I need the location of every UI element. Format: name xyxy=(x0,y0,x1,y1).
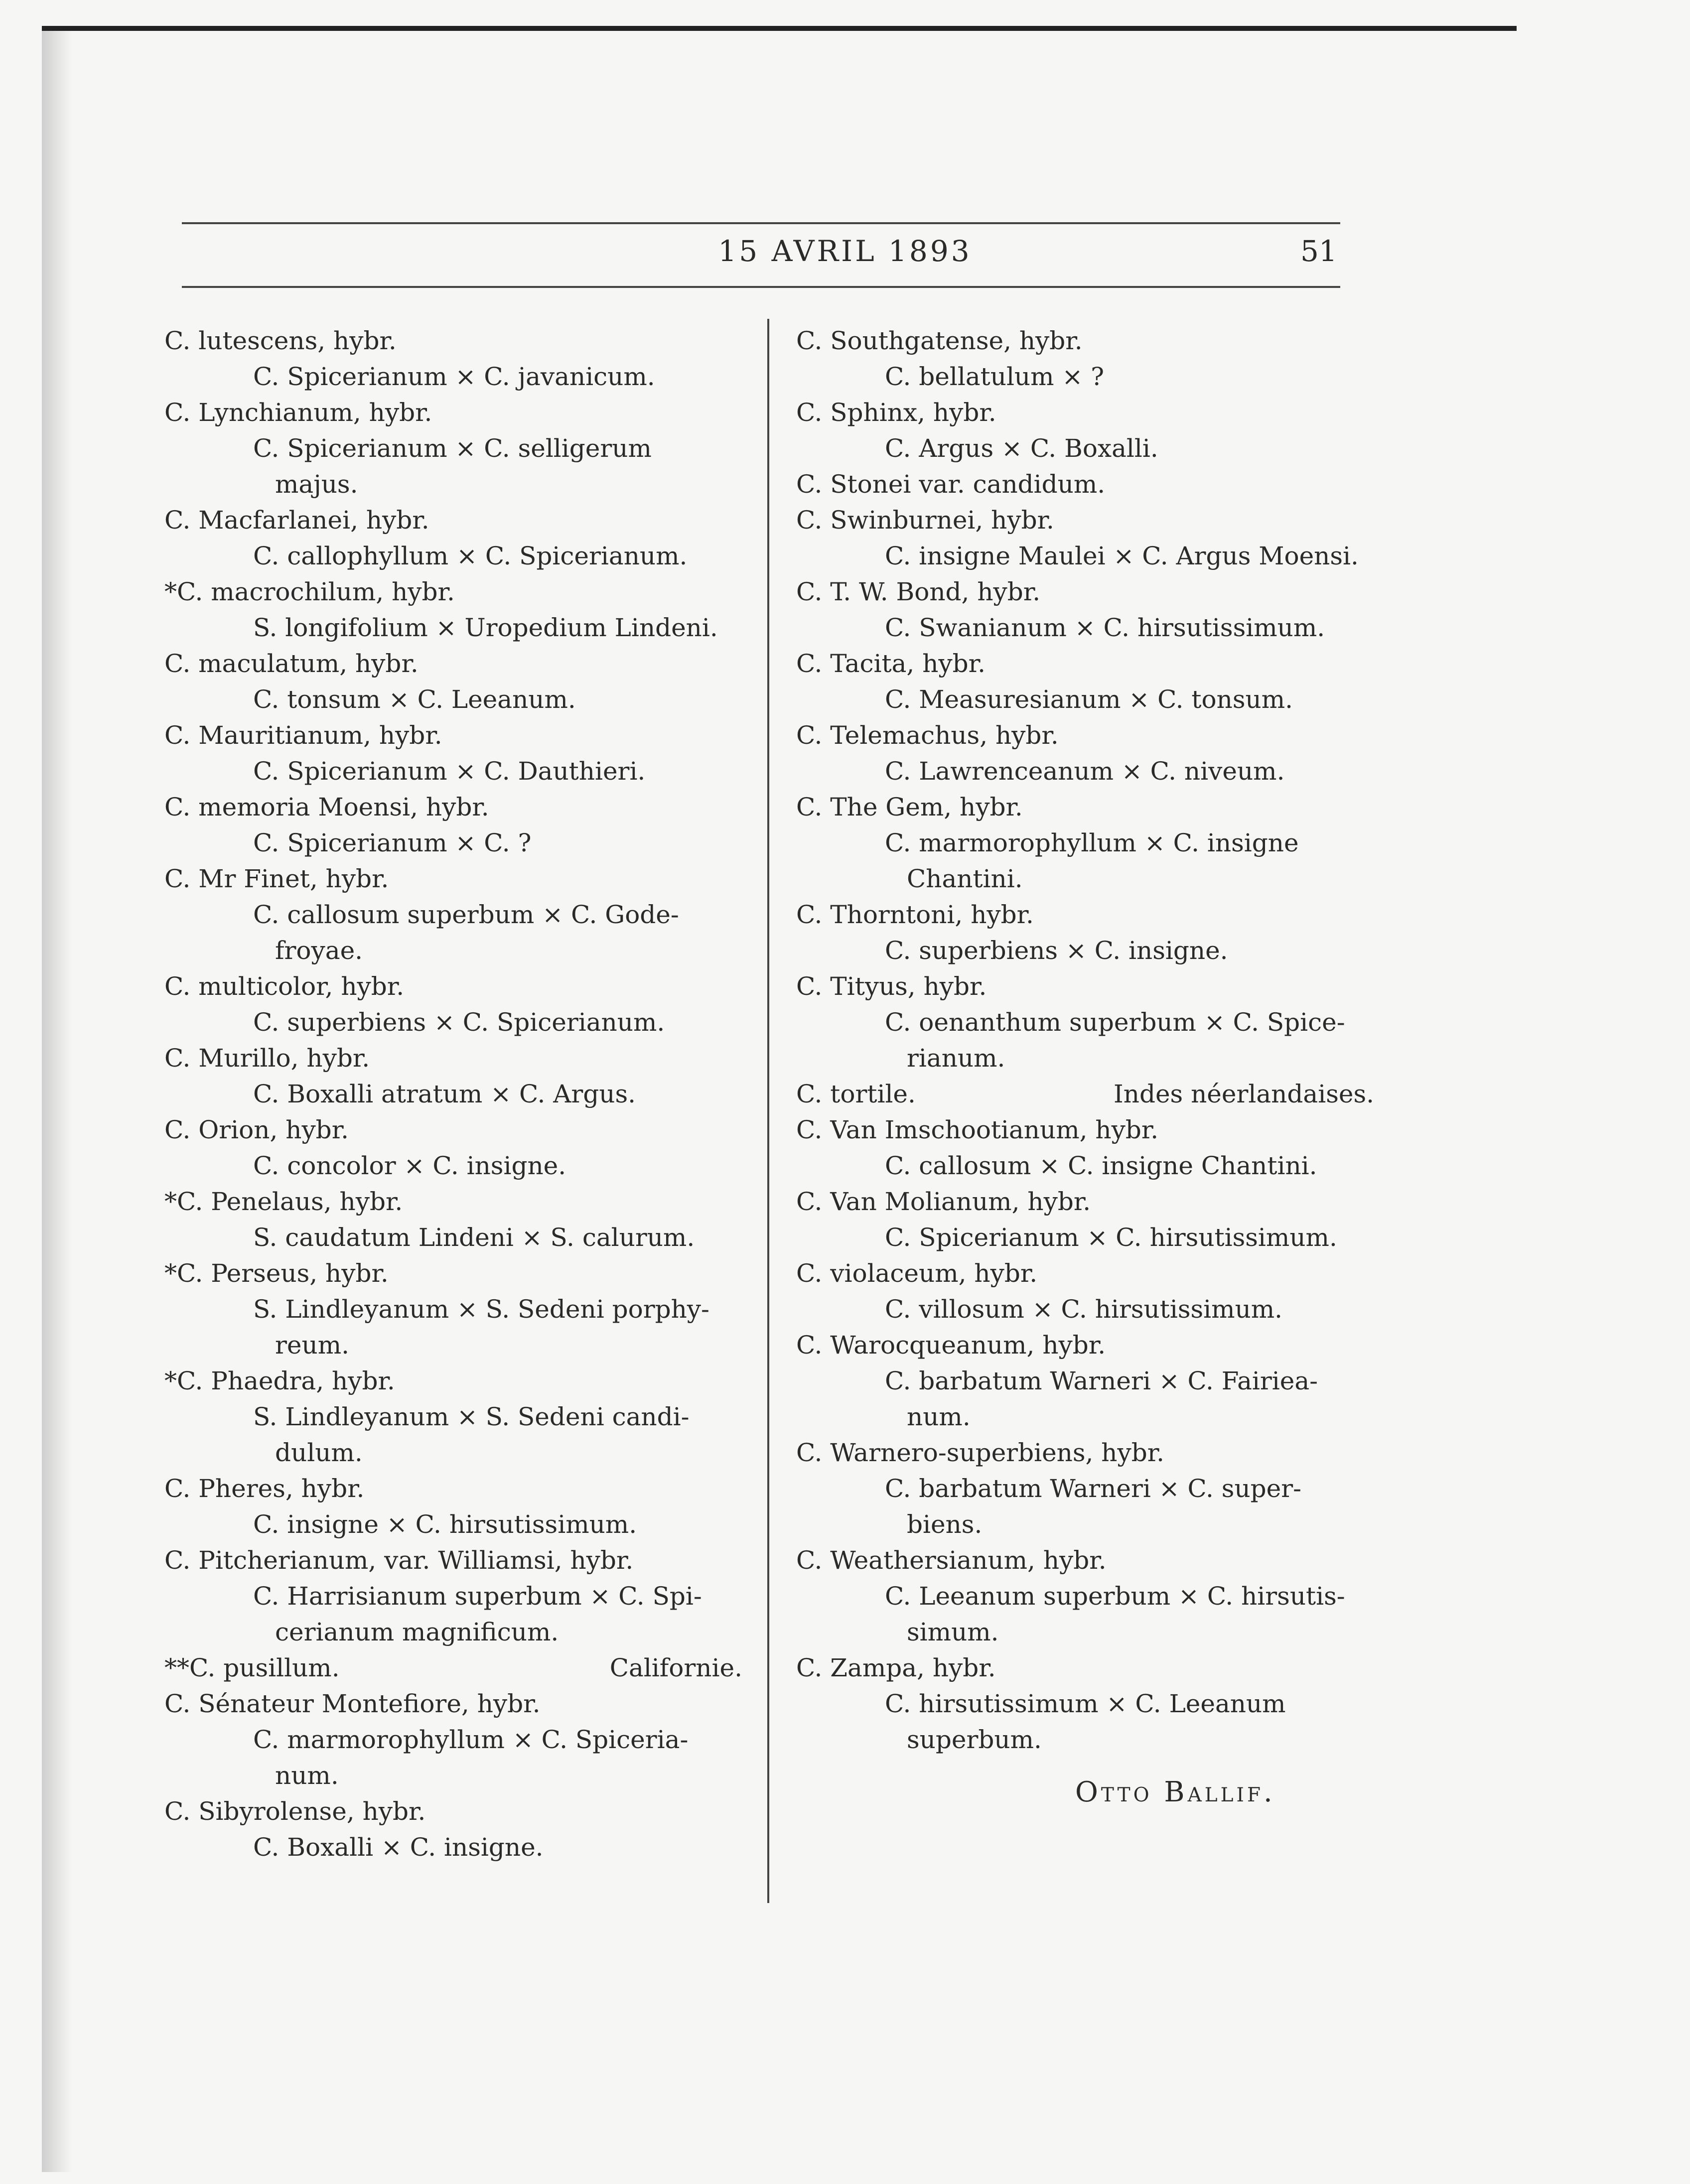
species-origin: Californie. xyxy=(609,1653,742,1682)
hybrid-entry: C. Lynchianum, hybr. xyxy=(164,398,432,427)
author-signature: Otto Ballif. xyxy=(1075,1776,1275,1808)
hybrid-parentage: C. oenanthum superbum × C. Spice- xyxy=(885,1008,1345,1037)
hybrid-parentage: C. Measuresianum × C. tonsum. xyxy=(885,685,1293,714)
hybrid-entry: C. maculatum, hybr. xyxy=(164,649,419,678)
hybrid-entry: C. Telemachus, hybr. xyxy=(796,721,1059,750)
hybrid-entry: C. Southgatense, hybr. xyxy=(796,326,1083,355)
hybrid-entry: C. Sphinx, hybr. xyxy=(796,398,996,427)
hybrid-entry: C. violaceum, hybr. xyxy=(796,1259,1038,1288)
hybrid-parentage: S. Lindleyanum × S. Sedeni porphy- xyxy=(253,1295,709,1324)
hybrid-parentage: C. superbiens × C. Spicerianum. xyxy=(253,1008,665,1037)
hybrid-parentage: C. Boxalli atratum × C. Argus. xyxy=(253,1080,636,1108)
hybrid-parentage: C. callophyllum × C. Spicerianum. xyxy=(253,542,688,570)
hybrid-parentage: C. marmorophyllum × C. insigne xyxy=(885,828,1299,857)
right-column xyxy=(796,323,1374,1758)
hybrid-parentage: S. longifolium × Uropedium Lindeni. xyxy=(253,613,718,642)
hybrid-parentage: C. callosum superbum × C. Gode- xyxy=(253,900,679,929)
hybrid-entry: C. Warnero-superbiens, hybr. xyxy=(796,1438,1165,1467)
hybrid-entry: *C. Penelaus, hybr. xyxy=(164,1187,403,1216)
hybrid-parentage: C. superbiens × C. insigne. xyxy=(885,936,1228,965)
hybrid-entry: C. Sénateur Montefiore, hybr. xyxy=(164,1689,541,1718)
hybrid-parentage: C. barbatum Warneri × C. super- xyxy=(885,1474,1302,1503)
hybrid-entry: C. Orion, hybr. xyxy=(164,1115,349,1144)
hybrid-parentage: C. marmorophyllum × C. Spiceria- xyxy=(253,1725,689,1754)
hybrid-parentage: C. bellatulum × ? xyxy=(885,362,1105,391)
line-continuation: superbum. xyxy=(907,1725,1042,1754)
line-continuation: num. xyxy=(907,1402,971,1431)
page-top-edge xyxy=(42,26,1517,31)
hybrid-parentage: C. Spicerianum × C. hirsutissimum. xyxy=(885,1223,1337,1252)
hybrid-entry: C. Sibyrolense, hybr. xyxy=(164,1797,426,1826)
hybrid-parentage: C. Lawrenceanum × C. niveum. xyxy=(885,757,1285,786)
line-continuation: biens. xyxy=(907,1510,983,1539)
species-entry xyxy=(164,1650,742,1686)
hybrid-entry: C. Pitcherianum, var. Williamsi, hybr. xyxy=(164,1546,634,1575)
hybrid-entry: C. Van Molianum, hybr. xyxy=(796,1187,1091,1216)
species-name: **C. pusillum. xyxy=(164,1653,340,1682)
hybrid-entry: C. T. W. Bond, hybr. xyxy=(796,577,1041,606)
line-continuation: cerianum magnificum. xyxy=(275,1618,559,1646)
hybrid-entry: *C. Perseus, hybr. xyxy=(164,1259,389,1288)
hybrid-parentage: C. Harrisianum superbum × C. Spi- xyxy=(253,1582,702,1611)
hybrid-parentage: C. Spicerianum × C. javanicum. xyxy=(253,362,655,391)
hybrid-entry: C. Pheres, hybr. xyxy=(164,1474,365,1503)
hybrid-parentage: C. Leeanum superbum × C. hirsutis- xyxy=(885,1582,1345,1611)
hybrid-entry: C. multicolor, hybr. xyxy=(164,972,405,1001)
hybrid-parentage: C. barbatum Warneri × C. Fairiea- xyxy=(885,1366,1318,1395)
header-date: 15 AVRIL 1893 xyxy=(718,234,972,268)
line-continuation: num. xyxy=(275,1761,339,1790)
line-continuation: Chantini. xyxy=(907,864,1023,893)
hybrid-parentage: C. villosum × C. hirsutissimum. xyxy=(885,1295,1283,1324)
left-column xyxy=(164,323,742,1865)
hybrid-parentage: C. Argus × C. Boxalli. xyxy=(885,434,1158,463)
hybrid-parentage: C. hirsutissimum × C. Leeanum xyxy=(885,1689,1286,1718)
hybrid-parentage: C. insigne Maulei × C. Argus Moensi. xyxy=(885,542,1359,570)
line-continuation: reum. xyxy=(275,1331,349,1360)
hybrid-entry: C. Tacita, hybr. xyxy=(796,649,986,678)
line-continuation: rianum. xyxy=(907,1044,1005,1073)
hybrid-parentage: C. Spicerianum × C. selligerum xyxy=(253,434,652,463)
page-number: 51 xyxy=(1300,234,1337,268)
line-continuation: froyae. xyxy=(275,936,363,965)
hybrid-entry: C. Van Imschootianum, hybr. xyxy=(796,1115,1159,1144)
species-entry xyxy=(796,1076,1374,1112)
hybrid-entry: C. Murillo, hybr. xyxy=(164,1044,370,1073)
species-name: C. tortile. xyxy=(796,1080,916,1108)
binding-shadow xyxy=(42,30,72,2172)
header-rule-bottom xyxy=(182,286,1340,288)
species-origin: Indes néerlandaises. xyxy=(1114,1080,1374,1108)
line-continuation: simum. xyxy=(907,1618,999,1646)
hybrid-entry: C. lutescens, hybr. xyxy=(164,326,397,355)
hybrid-parentage: C. Spicerianum × C. ? xyxy=(253,828,532,857)
hybrid-parentage: C. concolor × C. insigne. xyxy=(253,1151,566,1180)
hybrid-entry: C. Swinburnei, hybr. xyxy=(796,506,1054,535)
line-continuation: majus. xyxy=(275,470,358,499)
hybrid-entry: C. Mauritianum, hybr. xyxy=(164,721,442,750)
hybrid-entry: C. memoria Moensi, hybr. xyxy=(164,793,489,821)
hybrid-entry: C. Macfarlanei, hybr. xyxy=(164,506,429,535)
hybrid-parentage: C. tonsum × C. Leeanum. xyxy=(253,685,576,714)
hybrid-parentage: C. Boxalli × C. insigne. xyxy=(253,1833,544,1862)
hybrid-parentage: S. caudatum Lindeni × S. calurum. xyxy=(253,1223,695,1252)
hybrid-parentage: C. insigne × C. hirsutissimum. xyxy=(253,1510,637,1539)
hybrid-entry: C. Zampa, hybr. xyxy=(796,1653,996,1682)
column-divider xyxy=(767,319,769,1903)
hybrid-parentage: S. Lindleyanum × S. Sedeni candi- xyxy=(253,1402,690,1431)
hybrid-entry: C. Mr Finet, hybr. xyxy=(164,864,389,893)
hybrid-entry: C. Stonei var. candidum. xyxy=(796,470,1106,499)
hybrid-entry: *C. macrochilum, hybr. xyxy=(164,577,455,606)
hybrid-parentage: C. Spicerianum × C. Dauthieri. xyxy=(253,757,646,786)
line-continuation: dulum. xyxy=(275,1438,363,1467)
hybrid-entry: *C. Phaedra, hybr. xyxy=(164,1366,395,1395)
hybrid-parentage: C. callosum × C. insigne Chantini. xyxy=(885,1151,1317,1180)
hybrid-entry: C. Thorntoni, hybr. xyxy=(796,900,1034,929)
hybrid-parentage: C. Swanianum × C. hirsutissimum. xyxy=(885,613,1325,642)
hybrid-entry: C. The Gem, hybr. xyxy=(796,793,1023,821)
hybrid-entry: C. Warocqueanum, hybr. xyxy=(796,1331,1106,1360)
hybrid-entry: C. Weathersianum, hybr. xyxy=(796,1546,1107,1575)
header-rule-top xyxy=(182,222,1340,224)
hybrid-entry: C. Tityus, hybr. xyxy=(796,972,987,1001)
